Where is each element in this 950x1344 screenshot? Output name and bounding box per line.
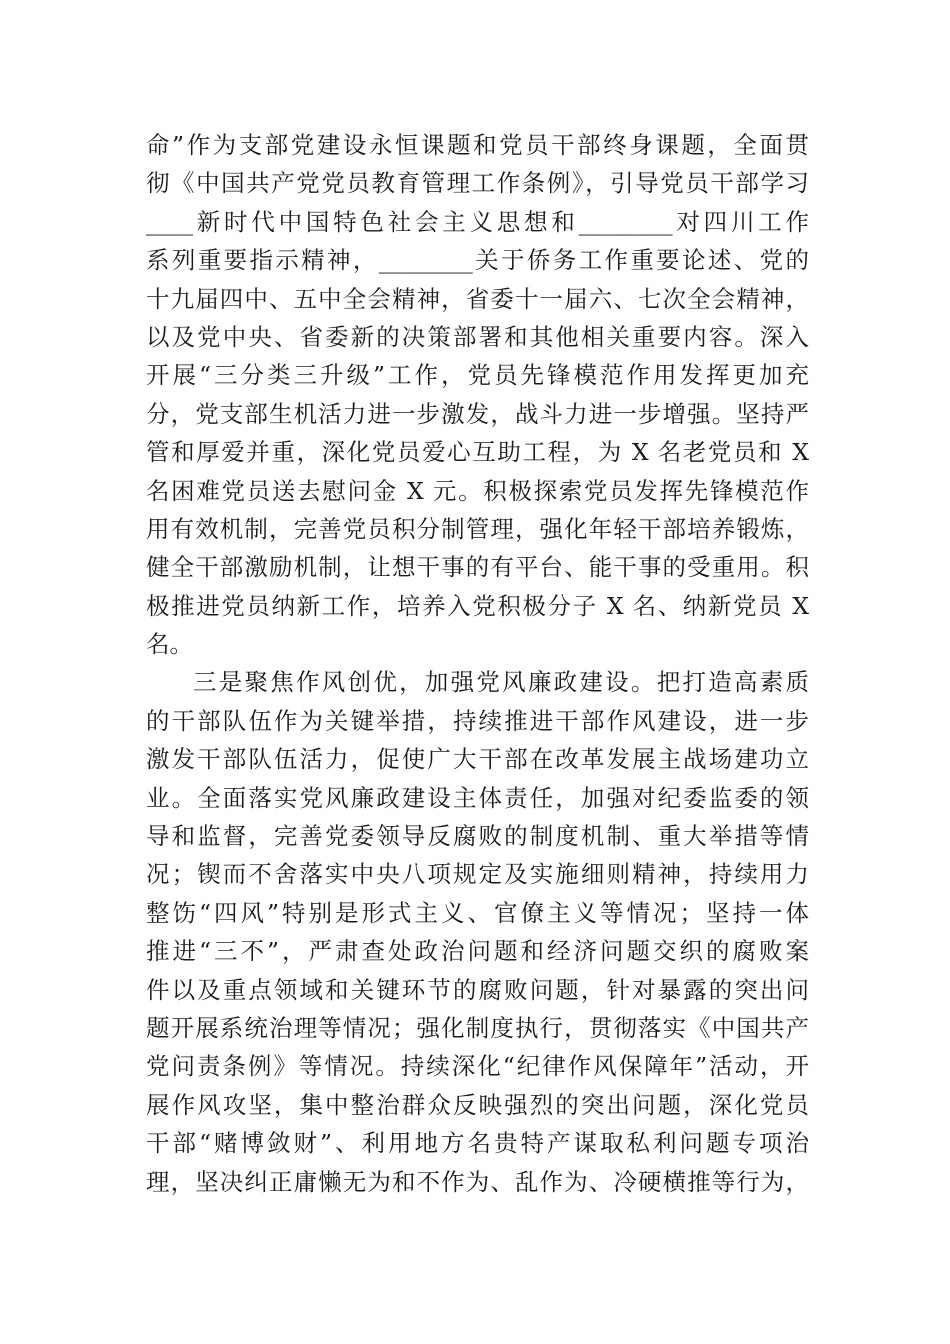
text-line: 件以及重点领域和关键环节的腐败问题，针对暴露的突出问 [146, 975, 809, 1004]
text-line: 极推进党员纳新工作，培养入党积极分子 X 名、纳新党员 X [146, 591, 809, 620]
text-line: 题开展系统治理等情况；强化制度执行，贯彻落实《中国共产 [146, 1013, 809, 1042]
text-line: ____新时代中国特色社会主义思想和________对四川工作 [146, 207, 809, 236]
text-line: 名困难党员送去慰问金 X 元。积极探索党员发挥先锋模范作 [146, 476, 809, 505]
text-line: 以及党中央、省委新的决策部署和其他相关重要内容。深入 [146, 322, 809, 351]
text-line: 理，坚决纠正庸懒无为和不作为、乱作为、冷硬横推等行为， [146, 1167, 809, 1196]
text-line: 整饬“四风”特别是形式主义、官僚主义等情况；坚持一体 [146, 898, 809, 927]
text-line: 党问责条例》等情况。持续深化“纪律作风保障年”活动，开 [146, 1052, 809, 1081]
document-page [146, 126, 809, 1201]
text-line: 展作风攻坚，集中整治群众反映强烈的突出问题，深化党员 [146, 1090, 809, 1119]
text-line: 激发干部队伍活力，促使广大干部在改革发展主战场建功立 [146, 745, 809, 774]
text-line: 系列重要指示精神，________关于侨务工作重要论述、党的 [146, 246, 809, 275]
text-line: 管和厚爱并重，深化党员爱心互助工程，为 X 名老党员和 X [146, 438, 809, 467]
text-line: 三是聚焦作风创优，加强党风廉政建设。把打造高素质 [193, 668, 809, 697]
text-line: 导和监督，完善党委领导反腐败的制度机制、重大举措等情 [146, 822, 809, 851]
text-line: 开展“三分类三升级”工作，党员先锋模范作用发挥更加充 [146, 361, 809, 390]
text-line: 况；锲而不舍落实中央八项规定及实施细则精神，持续用力 [146, 860, 809, 889]
text-line: 分，党支部生机活力进一步激发，战斗力进一步增强。坚持严 [146, 399, 809, 428]
text-line: 十九届四中、五中全会精神，省委十一届六、七次全会精神， [146, 284, 809, 313]
text-line: 健全干部激励机制，让想干事的有平台、能干事的受重用。积 [146, 553, 809, 582]
text-line: 名。 [146, 630, 193, 659]
text-line: 干部“赌博敛财”、利用地方名贵特产谋取私利问题专项治 [146, 1129, 809, 1158]
paragraph-work-style [146, 663, 809, 1200]
text-line: 用有效机制，完善党员积分制管理，强化年轻干部培养锻炼， [146, 514, 809, 543]
text-line: 的干部队伍作为关键举措，持续推进干部作风建设，进一步 [146, 706, 809, 735]
paragraph-party-building [146, 126, 809, 663]
text-line: 推进“三不”，严肃查处政治问题和经济问题交织的腐败案 [146, 937, 809, 966]
text-line: 业。全面落实党风廉政建设主体责任，加强对纪委监委的领 [146, 783, 809, 812]
text-line: 命”作为支部党建设永恒课题和党员干部终身课题，全面贯 [146, 131, 809, 159]
text-line: 彻《中国共产党党员教育管理工作条例》，引导党员干部学习 [146, 169, 809, 198]
